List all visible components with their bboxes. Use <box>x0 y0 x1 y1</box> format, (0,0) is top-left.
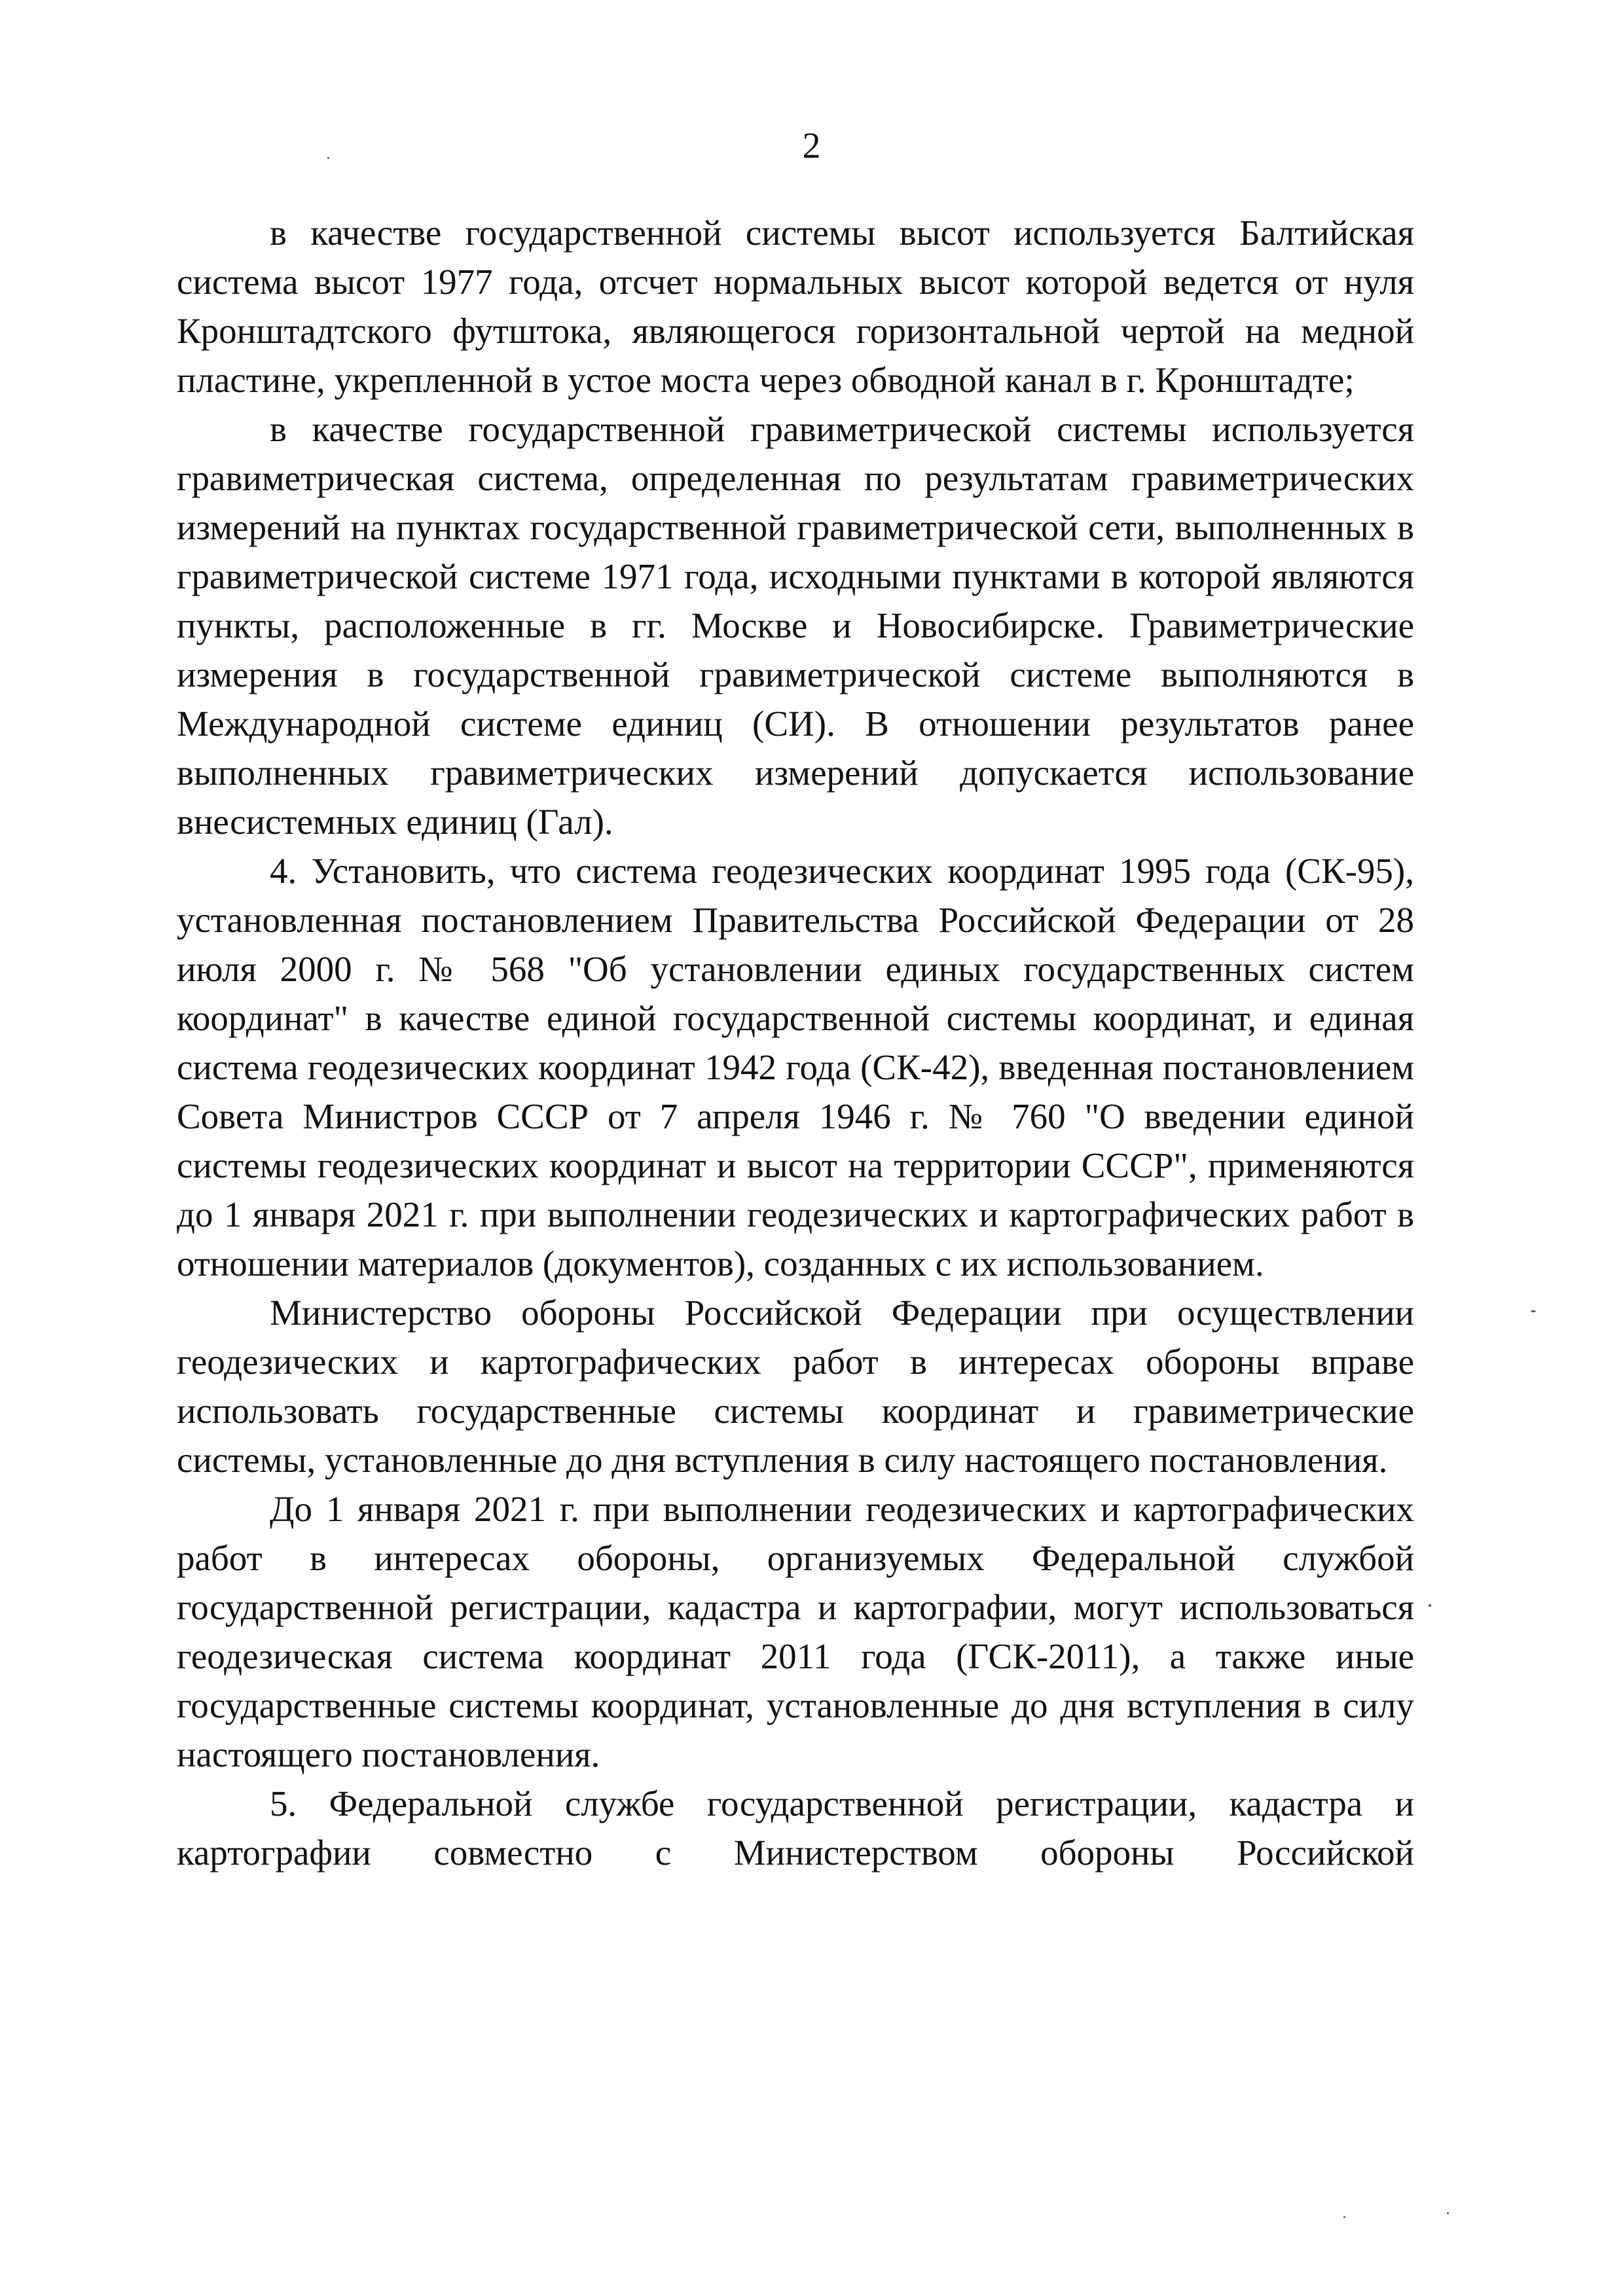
paragraph-defense-ministry: Министерство обороны Российской Федерации при осуществлении геодезических и картографических работ в интересах обороны вправе использовать государственные системы координат и гравиметрические системы, установленные до дня вступления в силу настоящего постановления. <box>177 1293 1414 1480</box>
paragraph-heights-system: в качестве государственной системы высот используется Балтийская система высот 1977 года, отсчет нормальных высот которой ведется от нуля Кронштадтского футштока, являющегося горизонтальной чертой на медной пластине, укрепленной в устое моста через обводной канал в г. Кронштадте; <box>177 213 1414 400</box>
scan-speck <box>1531 1310 1536 1312</box>
paragraph-gravimetric-system: в качестве государственной гравиметрической системы используется гравиметрическая система, определенная по результатам гравиметрических измерений на пунктах государственной гравиметрической сети, выполненных в гравиметрической системе 1971 года, исходными пунктами в которой являются пункты, расположенные в гг. Москве и Новосибирске. Гравиметрические измерения в государственной гравиметрической системе выполняются в Международной системе единиц (СИ). В отношении результатов ранее выполненных гравиметрических измерений допускается использование внесистемных единиц (Гал). <box>177 409 1414 842</box>
paragraph-item-4: 4. Установить, что система геодезических координат 1995 года (СК-95), установленная постановлением Правительства Российской Федерации от 28 июля 2000 г. № 568 "Об установлении единых государственных систем координат" в качестве единой государственной системы координат, и единая система геодезических координат 1942 года (СК-42), введенная постановлением Совета Министров СССР от 7 апреля 1946 г. № 760 "О введении единой системы геодезических координат и высот на территории СССР", применяются до 1 января 2021 г. при выполнении геодезических и картографических работ в отношении материалов (документов), созданных с их использованием. <box>177 851 1414 1283</box>
page-number: 2 <box>802 126 821 166</box>
document-body <box>177 208 1414 1877</box>
paragraph-item-5: 5. Федеральной службе государственной регистрации, кадастра и картографии совместно с Министерством обороны Российской <box>177 1784 1414 1873</box>
scan-speck <box>1429 1604 1431 1607</box>
scan-speck <box>1343 2216 1345 2218</box>
scan-speck <box>1447 2212 1449 2214</box>
scan-speck <box>327 157 329 159</box>
paragraph-until-2021: До 1 января 2021 г. при выполнении геодезических и картографических работ в интересах обороны, организуемых Федеральной службой государственной регистрации, кадастра и картографии, могут использоваться геодезическая система координат 2011 года (ГСК-2011), а также иные государственные системы координат, установленные до дня вступления в силу настоящего постановления. <box>177 1489 1414 1774</box>
